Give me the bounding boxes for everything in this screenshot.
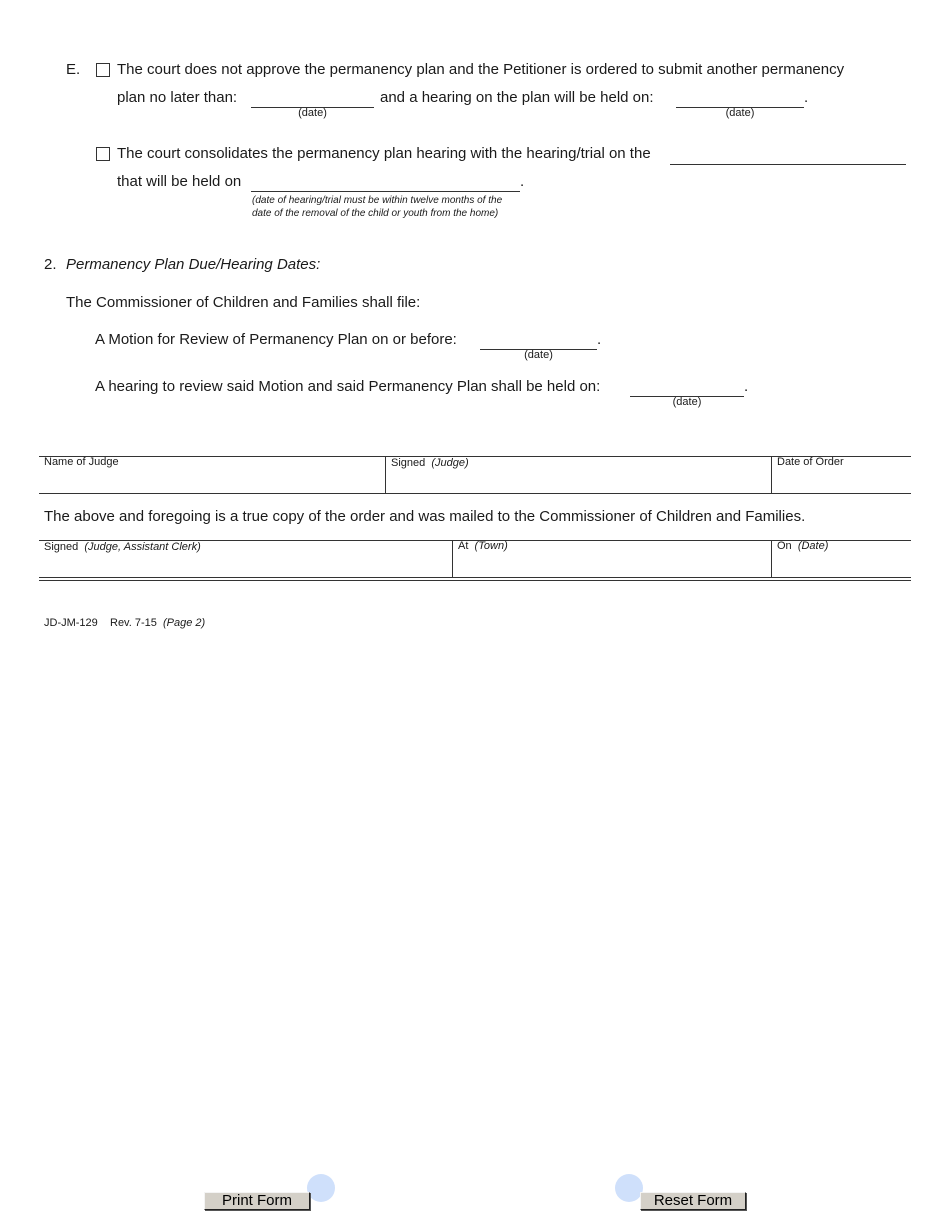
judge-signature-field[interactable] [386,456,771,493]
form-id: JD-JM-129 [44,617,98,629]
form-revision: Rev. 7-15 [110,617,157,629]
date-caption: (date) [524,349,553,361]
option2-note-line1: (date of hearing/trial must be within twelve months of the [252,195,503,206]
option2-line1: The court consolidates the permanency plan hearing with the hearing/trial on the [117,145,651,162]
commissioner-intro: The Commissioner of Children and Families shall file: [66,294,421,311]
period: . [520,173,525,190]
plan-hearing-date-field[interactable] [676,92,804,108]
clerk-row-double-rule [39,580,911,581]
page-number: (Page 2) [163,617,206,629]
review-hearing-date-field[interactable] [630,381,744,397]
reset-form-button[interactable]: Reset Form [640,1192,746,1210]
period: . [597,331,602,348]
period: . [744,378,749,395]
print-form-button[interactable]: Print Form [204,1192,310,1210]
section-2-number: 2. [44,256,57,273]
town-field[interactable] [453,540,771,577]
option1-line2b: and a hearing on the plan will be held on: [380,89,654,106]
field-highlight-marker [307,1174,335,1202]
consolidated-hearing-date-field[interactable] [251,176,520,192]
clerk-signed-label: Signed (Judge, Assistant Clerk) [44,541,201,553]
option2-line2: that will be held on [117,173,242,190]
hearing-review-text: A hearing to review said Motion and said Permanency Plan shall be held on: [95,378,601,395]
submit-plan-date-field[interactable] [251,92,374,108]
option1-line2a: plan no later than: [117,89,238,106]
clerk-row-bottom-rule [39,577,911,578]
section-e-letter: E. [66,61,81,78]
field-highlight-marker [615,1174,643,1202]
name-of-judge-label: Name of Judge [44,456,119,468]
section-2-heading: Permanency Plan Due/Hearing Dates: [66,256,321,273]
motion-date-field[interactable] [480,334,597,350]
on-date-label: On (Date) [777,540,829,552]
hearing-trial-field[interactable] [670,149,906,165]
option1-line1: The court does not approve the permanency plan and the Petitioner is ordered to submit another permanency [117,61,845,78]
clerk-signature-field[interactable] [39,540,452,577]
checkbox-not-approve[interactable] [96,63,110,77]
date-caption: (date) [672,396,702,408]
signature-row-bottom-rule [39,493,911,494]
period: . [804,89,809,106]
date-of-order-field[interactable] [772,456,911,493]
at-town-label: At (Town) [458,540,508,552]
certification-text: The above and foregoing is a true copy of the order and was mailed to the Commissioner of Children and Families. [44,508,806,525]
name-of-judge-field[interactable] [39,456,385,493]
date-caption: (date) [725,107,755,119]
date-of-order-label: Date of Order [777,456,844,468]
checkbox-consolidate[interactable] [96,147,110,161]
motion-text: A Motion for Review of Permanency Plan on or before: [95,331,457,348]
option2-note-line2: date of the removal of the child or youth from the home) [252,208,499,219]
mailed-date-field[interactable] [772,540,911,577]
signed-label: Signed (Judge) [391,457,469,469]
date-caption: (date) [298,107,327,119]
